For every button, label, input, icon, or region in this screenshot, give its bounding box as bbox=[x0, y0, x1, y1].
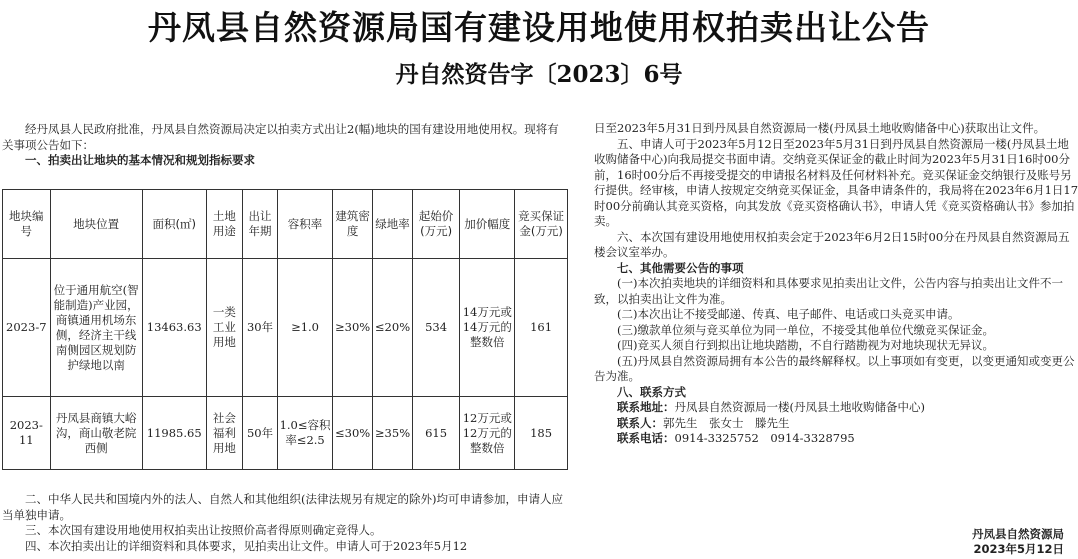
list-item: (三)缴款单位须与竞买单位为同一单位，不接受其他单位代缴竞买保证金。 bbox=[617, 322, 994, 337]
list-item: (四)竞买人须自行到拟出让地块踏勘，不自行踏勘视为对地块现状无异议。 bbox=[617, 338, 994, 352]
cell-deposit: 185 bbox=[515, 397, 568, 470]
cell-plot-ratio: 1.0≤容积率≤2.5 bbox=[278, 397, 333, 470]
header-land-use: 土地用途 bbox=[206, 190, 242, 259]
header-location: 地块位置 bbox=[50, 190, 142, 259]
header-increment: 加价幅度 bbox=[460, 190, 515, 259]
cell-area: 13463.63 bbox=[142, 259, 206, 397]
cell-increment: 14万元或14万元的整数倍 bbox=[460, 259, 515, 397]
left-column bbox=[2, 122, 570, 169]
paragraph-2: 二、中华人民共和国境内外的法人、自然人和其他组织(法律法规另有规定的除外)均可申请参加，申请人应当单独申请。 bbox=[2, 492, 563, 522]
header-building-density: 建筑密度 bbox=[332, 190, 372, 259]
cell-parcel-id: 2023-7 bbox=[3, 259, 51, 397]
cell-term: 50年 bbox=[242, 397, 277, 470]
header-starting-price: 起始价(万元) bbox=[412, 190, 460, 259]
cell-green-ratio: ≥35% bbox=[373, 397, 413, 470]
right-column bbox=[594, 121, 1078, 447]
table-row bbox=[3, 259, 568, 397]
notice-title: 丹凤县自然资源局国有建设用地使用权拍卖出让公告 bbox=[148, 8, 930, 47]
header-deposit: 竞买保证金(万元) bbox=[515, 190, 568, 259]
cell-parcel-id: 2023-11 bbox=[3, 397, 51, 470]
header-term: 出让年期 bbox=[242, 190, 277, 259]
cell-plot-ratio: ≥1.0 bbox=[278, 259, 333, 397]
cell-building-density: ≥30% bbox=[332, 259, 372, 397]
contact-person-value: 郭先生 张女士 滕先生 bbox=[663, 415, 790, 430]
header-parcel-id: 地块编号 bbox=[3, 190, 51, 259]
cell-land-use: 社会福利用地 bbox=[206, 397, 242, 470]
header-area: 面积(㎡) bbox=[142, 190, 206, 259]
section-heading-1: 一、拍卖出让地块的基本情况和规划指标要求 bbox=[25, 153, 255, 167]
cell-deposit: 161 bbox=[515, 259, 568, 397]
table-row bbox=[3, 397, 568, 470]
paragraph-3: 三、本次国有建设用地使用权拍卖出让按照价高者得原则确定竞得人。 bbox=[25, 523, 382, 537]
contact-address-value: 丹凤县自然资源局一楼(丹凤县土地收购储备中心) bbox=[674, 400, 925, 414]
section-heading-8: 八、联系方式 bbox=[617, 384, 686, 399]
paragraph-4: 四、本次拍卖出让的详细资料和具体要求，见拍卖出让文件。申请人可于2023年5月12 bbox=[25, 538, 468, 553]
header-green-ratio: 绿地率 bbox=[373, 190, 413, 259]
list-item: (二)本次出让不接受邮递、传真、电子邮件、电话或口头竞买申请。 bbox=[617, 307, 960, 321]
signature-block bbox=[972, 527, 1064, 557]
cell-building-density: ≤30% bbox=[332, 397, 372, 470]
cell-increment: 12万元或12万元的整数倍 bbox=[460, 397, 515, 470]
paragraph-6: 六、本次国有建设用地使用权拍卖会定于2023年6月2日15时00分在丹凤县自然资源局五楼会议室举办。 bbox=[594, 229, 1070, 259]
contact-phone-value: 0914-3325752 0914-3328795 bbox=[674, 431, 855, 445]
cell-location: 位于通用航空(智能制造)产业园，商镇通用机场东侧，经济主干线南侧园区规划防护绿地以南 bbox=[50, 259, 142, 397]
intro-paragraph: 经丹凤县人民政府批准，丹凤县自然资源局决定以拍卖方式出让2(幅)地块的国有建设用地使用权。现将有关事项公告如下： bbox=[2, 122, 559, 152]
contact-address-label: 联系地址： bbox=[617, 400, 675, 414]
contact-person bbox=[594, 416, 1078, 432]
paragraph-4-continued: 日至2023年5月31日到丹凤县自然资源局一楼(丹凤县土地收购储备中心)获取出让文件。 bbox=[594, 121, 1046, 135]
cell-starting-price: 615 bbox=[412, 397, 460, 470]
contact-address bbox=[594, 400, 1078, 416]
contact-phone-label: 联系电话： bbox=[617, 431, 675, 445]
cell-location: 丹凤县商镇大峪沟，商山敬老院西侧 bbox=[50, 397, 142, 470]
paragraph-5: 五、申请人可于2023年5月12日至2023年5月31日到丹凤县自然资源局一楼(丹凤县土地收购储备中心)向我局提交书面申请。交纳竞买保证金的截止时间为2023年5月31日16时00分前，16时00分后不再接受提交的申请报名材料及任何材料补充。竞买保证金交纳银行及账号另行提供。经审核，申请人按规定交纳竞买保证金，具备申请条件的，我局将在2023年6月1日17时00分前确认其竞买资格，向其发放《竞买资格确认书》，申请人凭《竞买资格确认书》参加拍卖。 bbox=[594, 136, 1078, 228]
cell-area: 11985.65 bbox=[142, 397, 206, 470]
left-lower-text bbox=[2, 492, 570, 554]
contact-phone bbox=[594, 431, 1078, 447]
list-item: (五)丹凤县自然资源局拥有本公告的最终解释权。以上事项如有变更，以变更通知或变更公告为准。 bbox=[594, 353, 1075, 383]
header-plot-ratio: 容积率 bbox=[278, 190, 333, 259]
section-heading-7: 七、其他需要公告的事项 bbox=[617, 260, 744, 275]
signature-date: 2023年5月12日 bbox=[973, 542, 1064, 556]
contact-person-label: 联系人： bbox=[617, 415, 663, 430]
table-header-row bbox=[3, 190, 568, 259]
document-number: 丹自然资告字〔2023〕6号 bbox=[395, 61, 683, 88]
cell-green-ratio: ≤20% bbox=[373, 259, 413, 397]
signature-organization: 丹凤县自然资源局 bbox=[972, 527, 1064, 541]
cell-term: 30年 bbox=[242, 259, 277, 397]
list-item: (一)本次拍卖地块的详细资料和具体要求见拍卖出让文件，公告内容与拍卖出让文件不一致，以拍卖出让文件为准。 bbox=[594, 276, 1063, 306]
cell-land-use: 一类工业用地 bbox=[206, 259, 242, 397]
land-parcel-table bbox=[2, 189, 568, 470]
cell-starting-price: 534 bbox=[412, 259, 460, 397]
